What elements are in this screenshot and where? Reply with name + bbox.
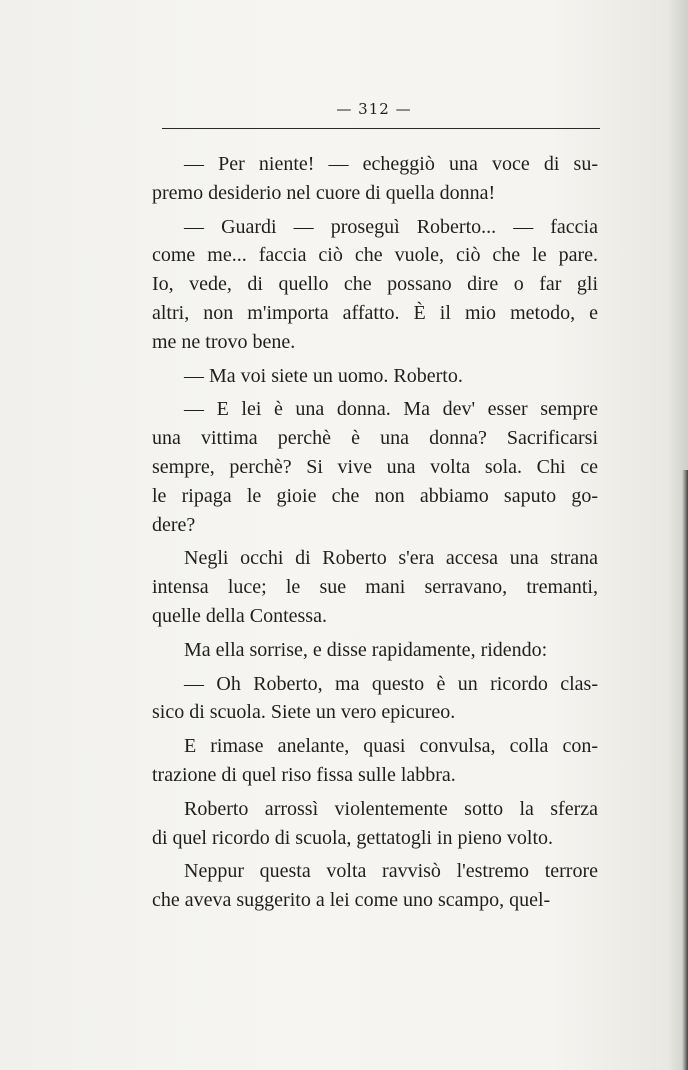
paragraph bbox=[152, 213, 598, 357]
text-line: che aveva suggerito a lei come uno scampo, quel- bbox=[152, 889, 551, 912]
text-line: — E lei è una donna. Ma dev' esser sempre bbox=[184, 398, 598, 421]
body-text bbox=[152, 150, 598, 920]
text-line: — Guardi — proseguì Roberto... — faccia bbox=[184, 215, 598, 238]
text-line: E rimase anelante, quasi convulsa, colla con- bbox=[184, 735, 598, 758]
paragraph bbox=[152, 395, 598, 539]
paragraph bbox=[152, 795, 598, 853]
paragraph bbox=[152, 636, 598, 665]
text-line: sempre, perchè? Si vive una volta sola. Chi ce bbox=[152, 455, 598, 478]
paragraph bbox=[152, 857, 598, 915]
text-line: altri, non m'importa affatto. È il mio metodo, e bbox=[152, 301, 598, 324]
text-line: Negli occhi di Roberto s'era accesa una strana bbox=[184, 547, 598, 570]
text-line: Io, vede, di quello che possano dire o far gli bbox=[152, 273, 598, 296]
text-line: una vittima perchè è una donna? Sacrificarsi bbox=[152, 427, 598, 450]
text-line: Neppur questa volta ravvisò l'estremo terrore bbox=[184, 860, 598, 883]
text-line: Roberto arrossì violentemente sotto la sferza bbox=[184, 797, 598, 820]
paragraph bbox=[152, 150, 598, 208]
text-line: dere? bbox=[152, 513, 196, 536]
paragraph bbox=[152, 670, 598, 728]
text-line: trazione di quel riso fissa sulle labbra. bbox=[152, 763, 456, 786]
text-line: premo desiderio nel cuore di quella donna! bbox=[152, 181, 496, 204]
paragraph bbox=[152, 362, 598, 391]
text-line: le ripaga le gioie che non abbiamo saputo go- bbox=[152, 484, 598, 507]
page-edge-shadow bbox=[682, 470, 688, 1070]
page-number: — 312 — bbox=[336, 100, 412, 118]
text-line: Ma ella sorrise, e disse rapidamente, ridendo: bbox=[184, 638, 548, 661]
paragraph bbox=[152, 544, 598, 630]
text-line: quelle della Contessa. bbox=[152, 604, 327, 627]
text-line: come me... faccia ciò che vuole, ciò che le pare. bbox=[152, 244, 598, 267]
paragraph bbox=[152, 732, 598, 790]
text-line: sico di scuola. Siete un vero epicureo. bbox=[152, 701, 456, 724]
text-line: intensa luce; le sue mani serravano, tremanti, bbox=[152, 576, 598, 599]
text-line: di quel ricordo di scuola, gettatogli in pieno volto. bbox=[152, 826, 554, 849]
header-rule bbox=[162, 128, 600, 129]
text-line: — Ma voi siete un uomo. Roberto. bbox=[184, 364, 463, 387]
text-line: me ne trovo bene. bbox=[152, 330, 296, 353]
text-line: — Per niente! — echeggiò una voce di su- bbox=[184, 153, 598, 175]
text-line: — Oh Roberto, ma questo è un ricordo clas- bbox=[184, 672, 598, 695]
